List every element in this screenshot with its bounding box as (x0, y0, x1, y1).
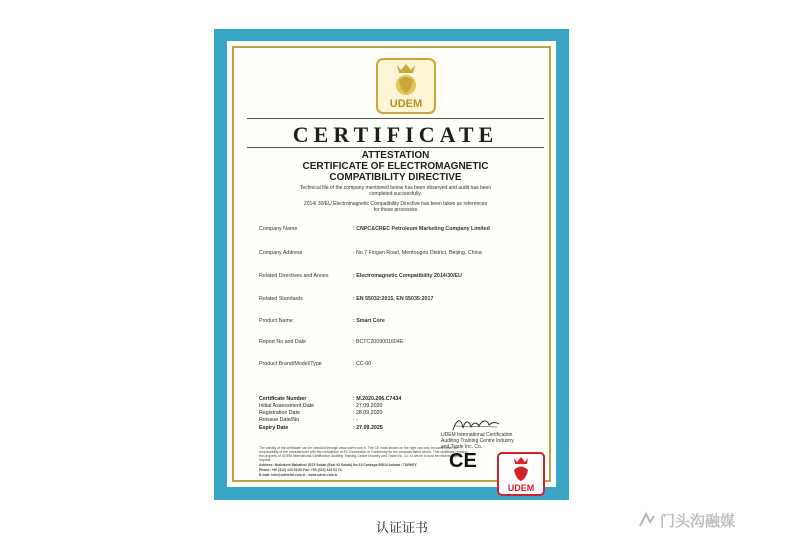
ce-mark: CE (449, 450, 477, 472)
date-value: : 27.09.2020 (353, 403, 383, 409)
field-value: : EN 55032:2015, EN 55035:2017 (353, 296, 434, 302)
date-value: : 28.09.2020 (353, 410, 383, 416)
field-value: : BCTC2009001604E (353, 339, 404, 345)
udem-seal-text: UDEM (507, 483, 535, 493)
issuer-phone: Phone: +90 (312) 443 03 90 Fax: +90 (312) 443 03 74 (259, 468, 342, 472)
date-label: Certificate Number (259, 396, 307, 402)
title-rule-bottom (247, 147, 544, 148)
field-value: : CNPC&CREC Petroleum Marketing Company Limited (353, 226, 490, 232)
field-label: Company Name (259, 226, 298, 232)
date-value: : M.2020.206.C7434 (353, 396, 402, 402)
date-value: : 27.09.2025 (353, 425, 383, 431)
field-label: Product Brand/Model/Type (259, 361, 322, 367)
field-label: Related Standards (259, 296, 303, 302)
issuer-email: E-mail: info@udemltd.com.tr - www.udem.com.tr (259, 473, 338, 477)
intro-line-1: Technical file of the company mentioned below has been observed and audit has been (299, 185, 492, 191)
subtitle-line-1: CERTIFICATE OF ELECTROMAGNETIC (302, 161, 489, 172)
issuer-address: Address: Mutlukent Mahallesi 2073 Sokak (Eski 93 Sokak) No:10 Cankaya 06810 Ankara / TURKEY (259, 463, 417, 467)
field-label: Product Name (259, 318, 293, 324)
intro-line-3: 2014/ 30/EU Electromagnetic Compatibility Directive has been taken as references (303, 201, 488, 207)
field-value: : No.7 Fingan Road, Mentougou District, Beijing, China (353, 250, 482, 256)
fine-print: The validity of the certificate can be checked through www.udem.com.tr. The CE mark shown on the right can only be used under the responsibility of the manufacturer with the completion of EC Declaration of Conformity for the products listed above. This certificate remains the property of UDEM International Certification Auditing Training Centre Industry and Trade Inc. Co. to whom it must be returned upon request. (259, 446, 468, 462)
date-value: : - (353, 417, 358, 423)
udem-logo-gold (375, 57, 437, 115)
watermark-text: 门头沟融媒 (660, 512, 736, 530)
field-label: Related Directives and Annex (259, 273, 329, 279)
image-caption: 认证证书 (375, 520, 428, 535)
udem-seal-red (497, 452, 545, 496)
date-label: Reissue Date/No (259, 417, 300, 423)
certificate-title: CERTIFICATE (292, 122, 499, 147)
issuer-block (441, 432, 541, 450)
watermark (638, 510, 788, 530)
date-label: Expiry Date (259, 425, 289, 431)
intro-line-2: completed successfully. (369, 191, 422, 197)
subtitle-line-2: COMPATIBILITY DIRECTIVE (329, 172, 462, 183)
field-label: Company Address (259, 250, 303, 256)
date-label: Initial Assessment Date (259, 403, 315, 409)
udem-logo-text: UDEM (389, 98, 423, 110)
issuer-line-2: Auditing Training Centre Industry (441, 438, 514, 444)
date-label: Registration Date (259, 410, 300, 416)
field-value: : Electromagnetic Compatibility 2014/30/EU (353, 273, 462, 279)
issuer-line-1: UDEM International Certification (441, 432, 513, 438)
field-value: : Smart Core (353, 318, 385, 324)
field-value: : CC-00 (353, 361, 372, 367)
intro-line-4: for these processes (373, 207, 418, 213)
field-label: Report No and Date (259, 339, 307, 345)
attestation-heading: ATTESTATION (361, 150, 430, 161)
certificate-frame (214, 29, 569, 500)
title-rule-top (247, 118, 544, 119)
certificate-sheet (227, 41, 556, 493)
issuer-line-3: and Trade Inc. Co. (441, 444, 483, 450)
